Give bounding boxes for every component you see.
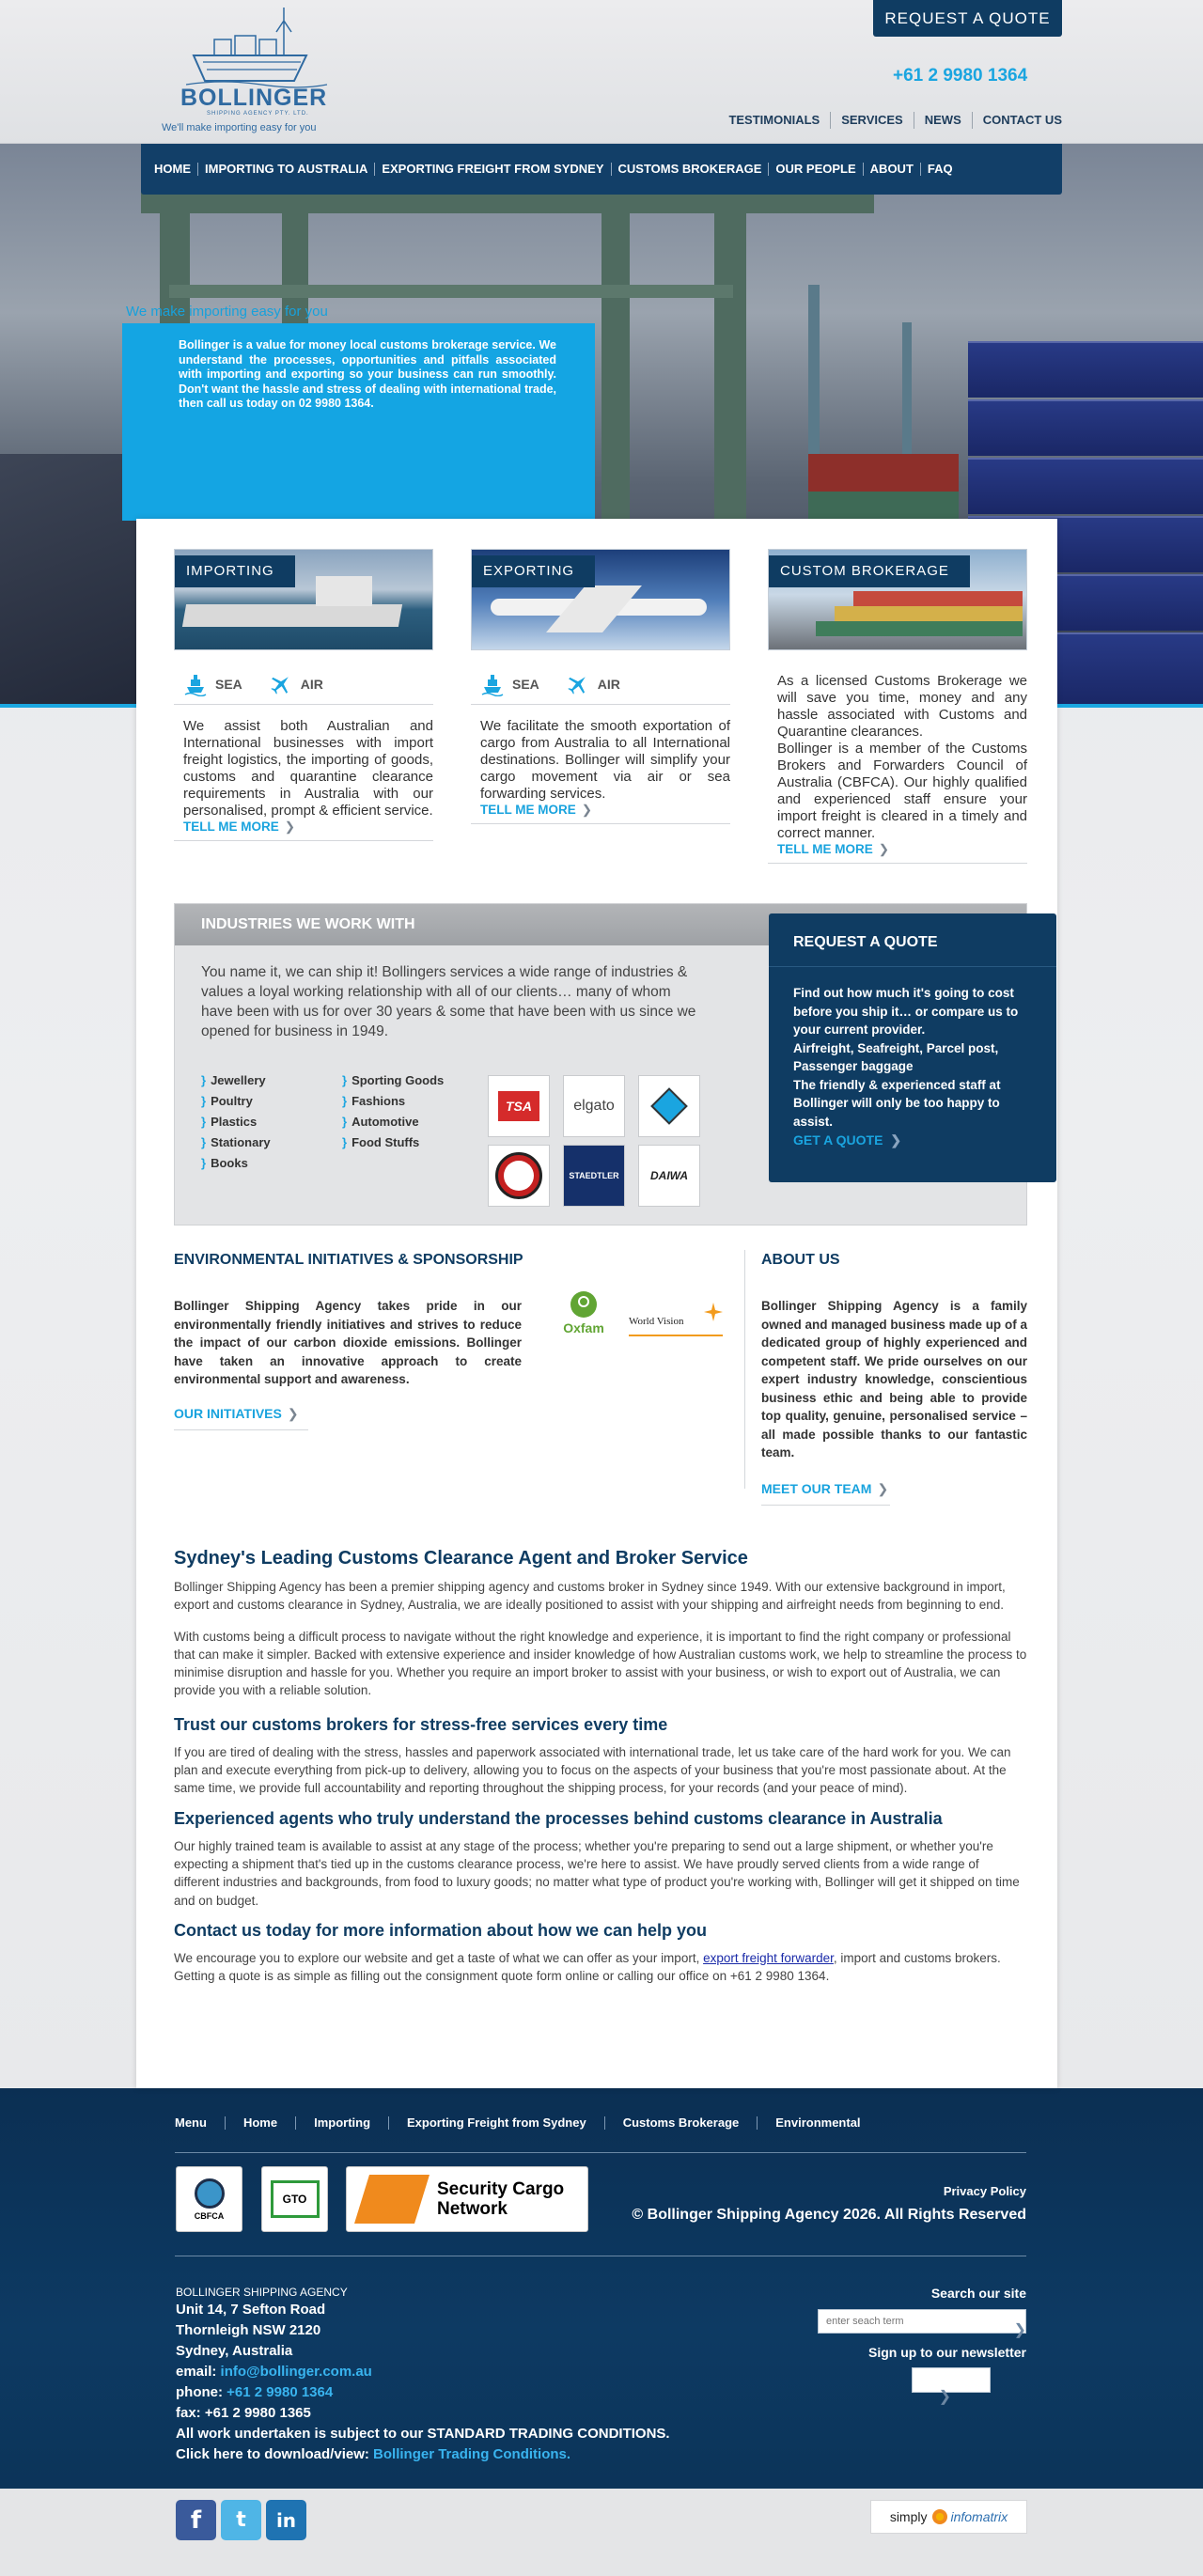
star-icon bbox=[704, 1303, 723, 1321]
brokerage-image[interactable] bbox=[768, 549, 1027, 650]
industry-item: } Stationary bbox=[201, 1132, 271, 1153]
plane-icon bbox=[566, 672, 590, 696]
footer-nav-home[interactable]: Home bbox=[225, 2116, 295, 2130]
hero-text-box bbox=[122, 323, 595, 521]
site-header bbox=[0, 0, 1203, 144]
industries-heading: INDUSTRIES WE WORK WITH bbox=[175, 904, 1026, 945]
footer-search bbox=[818, 2286, 1026, 2405]
infomatrix-credit[interactable]: simply infomatrix bbox=[870, 2500, 1027, 2534]
about-section bbox=[761, 1252, 1027, 1506]
brokerage-label: CUSTOM BROKERAGE bbox=[768, 555, 970, 587]
seo-heading-3: Experienced agents who truly understand the processes behind customs clearance in Australia bbox=[174, 1808, 943, 1828]
brokerage-more-link[interactable]: TELL ME MORE ❯ bbox=[768, 842, 1027, 864]
partner-logo-tsa: TSA bbox=[488, 1075, 550, 1137]
hero-text: Bollinger is a value for money local customs brokerage service. We understand the processes, opportunities and pitfalls associated with importing and exporting so your business can run smoothly. Don't want the hassle and stress of dealing with international trade, then call us today on 02 9980 1364. bbox=[179, 338, 556, 410]
exporting-label: EXPORTING bbox=[471, 555, 595, 587]
top-nav-services[interactable]: SERVICES bbox=[830, 112, 914, 129]
seo-paragraph: Our highly trained team is available to assist at any stage of the process; whether you're preparing to send out a large shipment, or whether you're expecting a shipment that's tied up in the customs clearance process, we're here to assist. We have proudly served clients from a wide range of different industries and backgrounds, from food to luxury goods; no matter what type of product you're working with, Bollinger will get it shipped on time and on budget. bbox=[174, 1838, 1020, 1908]
chevron-right-icon: ❯ bbox=[890, 1132, 902, 1147]
cbfca-logo: CBFCA bbox=[176, 2166, 242, 2232]
get-a-quote-link[interactable]: GET A QUOTE ❯ bbox=[793, 1132, 902, 1147]
newsletter-input[interactable] bbox=[912, 2367, 991, 2393]
exporting-text: We facilitate the smooth exportation of cargo from Australia to all International destinations. Bollinger will simplify your cargo movement via air or sea forwarding services. bbox=[480, 718, 730, 802]
bottom-bar bbox=[0, 2489, 1203, 2576]
exporting-sea[interactable]: SEA bbox=[480, 672, 539, 696]
security-cargo-network-logo: Security Cargo Network bbox=[346, 2166, 588, 2232]
newsletter-submit-icon[interactable]: ❯ bbox=[938, 2389, 951, 2405]
main-nav bbox=[141, 144, 1062, 195]
scn-icon bbox=[354, 2175, 430, 2224]
seo-heading-4: Contact us today for more information about how we can help you bbox=[174, 1920, 708, 1940]
request-quote-button[interactable]: REQUEST A QUOTE bbox=[873, 0, 1062, 37]
our-initiatives-link[interactable]: OUR INITIATIVES ❯ bbox=[174, 1406, 308, 1430]
footer-nav-customs-brokerage[interactable]: Customs Brokerage bbox=[604, 2116, 758, 2130]
plane-icon bbox=[269, 672, 293, 696]
exporting-image[interactable] bbox=[471, 549, 730, 650]
top-nav-news[interactable]: NEWS bbox=[914, 112, 972, 129]
about-title: ABOUT US bbox=[761, 1252, 840, 1268]
trading-conditions-link[interactable]: Bollinger Trading Conditions. bbox=[373, 2446, 571, 2462]
footer-nav-importing[interactable]: Importing bbox=[295, 2116, 388, 2130]
search-input[interactable] bbox=[818, 2309, 1026, 2334]
chevron-right-icon: ❯ bbox=[581, 803, 593, 817]
partner-logo-elgato: elgato bbox=[563, 1075, 625, 1137]
logo-tagline: We'll make importing easy for you bbox=[162, 122, 317, 133]
nav-home[interactable]: HOME bbox=[154, 162, 191, 176]
exporting-air[interactable]: AIR bbox=[566, 672, 620, 696]
chevron-right-icon: ❯ bbox=[877, 1480, 889, 1496]
nav-our-people[interactable]: OUR PEOPLE bbox=[768, 163, 862, 176]
cbfca-icon bbox=[195, 2178, 225, 2209]
industry-item: } Jewellery bbox=[201, 1070, 271, 1091]
request-quote-text: Find out how much it's going to cost before you ship it… or compare us to your current provider. Airfreight, Seafreight, Parcel post, Passenger baggage The friendly & experienced staff at Bollinger will only be too happy to assist. bbox=[793, 986, 1019, 1129]
importing-sea[interactable]: SEA bbox=[183, 672, 242, 696]
oxfam-icon bbox=[570, 1291, 597, 1318]
seo-paragraph: If you are tired of dealing with the stress, hassles and paperwork associated with international trade, let us take care of the hard work for you. We can plan and execute everything from pick-up to delivery, allowing you to focus on the aspects of your business that you're most passionate about. At the same time, we provide full accountability and reporting throughout the shipping process, for your records (and your peace of mind). bbox=[174, 1744, 1011, 1796]
nav-customs-brokerage[interactable]: CUSTOMS BROKERAGE bbox=[611, 163, 769, 176]
partner-logo-daiwa: DAIWA bbox=[638, 1145, 700, 1207]
importing-air[interactable]: AIR bbox=[269, 672, 323, 696]
partner-logo-3 bbox=[638, 1075, 700, 1137]
site-footer bbox=[0, 2088, 1203, 2489]
seo-paragraph: We encourage you to explore our website and get a taste of what we can offer as your import, export freight forwarder, import and customs brokers. Getting a quote is as simple as filling out the consignment quote form online or calling our office on +61 2 9980 1364. bbox=[174, 1950, 1001, 1984]
industry-item: } Poultry bbox=[201, 1091, 271, 1112]
footer-nav-exporting[interactable]: Exporting Freight from Sydney bbox=[388, 2116, 604, 2130]
industry-item: } Automotive bbox=[342, 1112, 444, 1132]
flower-icon bbox=[932, 2509, 947, 2524]
importing-label: IMPORTING bbox=[174, 555, 295, 587]
partner-logo-4 bbox=[488, 1145, 550, 1207]
ship-icon bbox=[480, 672, 505, 696]
copyright: © Bollinger Shipping Agency 2026. All Rights Reserved bbox=[632, 2207, 1026, 2223]
top-nav-testimonials[interactable]: TESTIMONIALS bbox=[728, 113, 820, 127]
email-link[interactable]: info@bollinger.com.au bbox=[220, 2364, 372, 2380]
industry-item: } Plastics bbox=[201, 1112, 271, 1132]
industries-list-1 bbox=[201, 1070, 271, 1174]
seo-heading-2: Trust our customs brokers for stress-free services every time bbox=[174, 1714, 668, 1734]
service-importing bbox=[174, 549, 433, 841]
footer-nav bbox=[175, 2116, 879, 2130]
importing-more-link[interactable]: TELL ME MORE ❯ bbox=[174, 820, 433, 841]
facebook-icon[interactable]: f bbox=[176, 2500, 216, 2540]
chevron-right-icon: ❯ bbox=[287, 1405, 299, 1421]
environment-section bbox=[174, 1252, 550, 1430]
footer-nav-environmental[interactable]: Environmental bbox=[757, 2116, 878, 2130]
request-quote-title: REQUEST A QUOTE bbox=[793, 934, 938, 950]
linkedin-icon[interactable]: in bbox=[266, 2500, 306, 2540]
chevron-right-icon: ❯ bbox=[878, 842, 890, 856]
world-vision-logo[interactable]: World Vision bbox=[629, 1303, 723, 1336]
newsletter-label: Sign up to our newsletter bbox=[867, 2345, 1026, 2360]
content-panel bbox=[136, 519, 1057, 2088]
seo-text bbox=[174, 1548, 1027, 1985]
importing-modes bbox=[174, 664, 433, 705]
nav-importing[interactable]: IMPORTING TO AUSTRALIA bbox=[197, 163, 374, 176]
phone-link[interactable]: +61 2 9980 1364 bbox=[227, 2384, 334, 2400]
exporting-more-link[interactable]: TELL ME MORE ❯ bbox=[471, 803, 730, 824]
industry-item: } Sporting Goods bbox=[342, 1070, 444, 1091]
service-custom-brokerage bbox=[768, 549, 1027, 864]
sponsor-logos bbox=[555, 1291, 725, 1348]
exporting-modes bbox=[471, 664, 730, 705]
brokerage-text: As a licensed Customs Brokerage we will save you time, money and any hassle associated with Customs and Quarantine clearances. Bollinger is a member of the Customs Brokers and Forwarders Council of Australia (CBFCA). Our highly qualified and experienced staff ensure your import freight is cleared in a timely and correct manner. bbox=[777, 673, 1027, 841]
seo-paragraph: Bollinger Shipping Agency has been a premier shipping agency and customs broker in Sydney since 1949. With our extensive background in import, export and customs clearance in Sydney, Australia, we are ideally positioned to assist with your shipping and airfreight needs from beginning to end. bbox=[174, 1580, 1006, 1613]
nav-about[interactable]: ABOUT bbox=[863, 163, 920, 176]
service-exporting bbox=[471, 549, 730, 824]
industries-section bbox=[174, 903, 1027, 1226]
top-nav-contact-us[interactable]: CONTACT US bbox=[972, 112, 1062, 129]
header-phone[interactable]: +61 2 9980 1364 bbox=[893, 66, 1028, 86]
search-label: Search our site bbox=[930, 2286, 1026, 2301]
industries-list-2 bbox=[342, 1070, 444, 1153]
twitter-icon[interactable]: t bbox=[221, 2500, 261, 2540]
chevron-right-icon: ❯ bbox=[284, 820, 296, 834]
partner-logo-staedtler: STAEDTLER bbox=[563, 1145, 625, 1207]
export-freight-forwarder-link[interactable]: export freight forwarder bbox=[703, 1950, 834, 1965]
oxfam-logo[interactable]: Oxfam bbox=[555, 1291, 612, 1335]
industry-item: } Books bbox=[201, 1153, 271, 1174]
logo-name: BOLLINGER bbox=[180, 85, 328, 111]
ship-icon bbox=[183, 672, 208, 696]
importing-image[interactable] bbox=[174, 549, 433, 650]
logo[interactable] bbox=[160, 4, 357, 137]
ship-logo-icon bbox=[186, 4, 327, 88]
industry-item: } Food Stuffs bbox=[342, 1132, 444, 1153]
environment-title: ENVIRONMENTAL INITIATIVES & SPONSORSHIP bbox=[174, 1252, 523, 1268]
seo-paragraph: With customs being a difficult process to navigate without the right knowledge and experience, it is important to find the right company or professional that can make it simpler. Backed with extensive experience and insider knowledge of how Australian customs work, we help to streamline the process to minimise disruption and hassle for you. Whether you require an import broker to assist with your business, or wish to export out of Australia, we can provide you with a reliable solution. bbox=[174, 1629, 1027, 1698]
nav-faq[interactable]: FAQ bbox=[920, 163, 960, 176]
privacy-policy-link[interactable]: Privacy Policy bbox=[943, 2184, 1026, 2198]
meet-our-team-link[interactable]: MEET OUR TEAM ❯ bbox=[761, 1481, 890, 1506]
gto-logo: GTO bbox=[261, 2166, 328, 2232]
industry-item: } Fashions bbox=[342, 1091, 444, 1112]
environment-text: Bollinger Shipping Agency takes pride in our environmentally friendly initiatives and strives to reduce the impact of our carbon dioxide emissions. Bollinger have taken an innovative approach to create environmental support and awareness. bbox=[174, 1299, 522, 1386]
footer-address: BOLLINGER SHIPPING AGENCY Unit 14, 7 Sefton Road Thornleigh NSW 2120 Sydney, Australia email: info@bollinger.com.au phone: +61 2 9980 1364 fax: +61 2 9980 1365 All work undertaken is subject to our STANDARD TRADING CONDITIONS. Click here to download/view: Bollinger Trading Conditions. bbox=[176, 2286, 670, 2462]
importing-text: We assist both Australian and International businesses with import freight logistics, the importing of goods, customs and quarantine clearance requirements in Australia with our personalised, prompt & efficient service. bbox=[183, 718, 433, 819]
search-submit-icon[interactable]: ❯ bbox=[1013, 2322, 1026, 2338]
hero-tagline: We make importing easy for you bbox=[126, 304, 328, 320]
logo-sub: SHIPPING AGENCY PTY. LTD. bbox=[207, 111, 309, 117]
footer-nav-menu: Menu bbox=[175, 2115, 207, 2130]
top-nav bbox=[672, 112, 1062, 129]
request-quote-box bbox=[769, 913, 1056, 1182]
nav-exporting[interactable]: EXPORTING FREIGHT FROM SYDNEY bbox=[374, 163, 610, 176]
seo-heading-1: Sydney's Leading Customs Clearance Agent and Broker Service bbox=[174, 1548, 748, 1569]
industries-intro: You name it, we can ship it! Bollingers services a wide range of industries & values a loyal working relationship with all of our clients… many of whom have been with us for over 30 years & some that have been with us since we opened for business in 1949. bbox=[201, 964, 696, 1039]
about-text: Bollinger Shipping Agency is a family owned and managed business made up of a dedicated group of highly experienced and competent staff. We pride ourselves on our expert industry knowledge, conscientious business ethic and being able to provide top quality, genuine, personalised service – all made possible thanks to our fantastic team. bbox=[761, 1299, 1027, 1460]
